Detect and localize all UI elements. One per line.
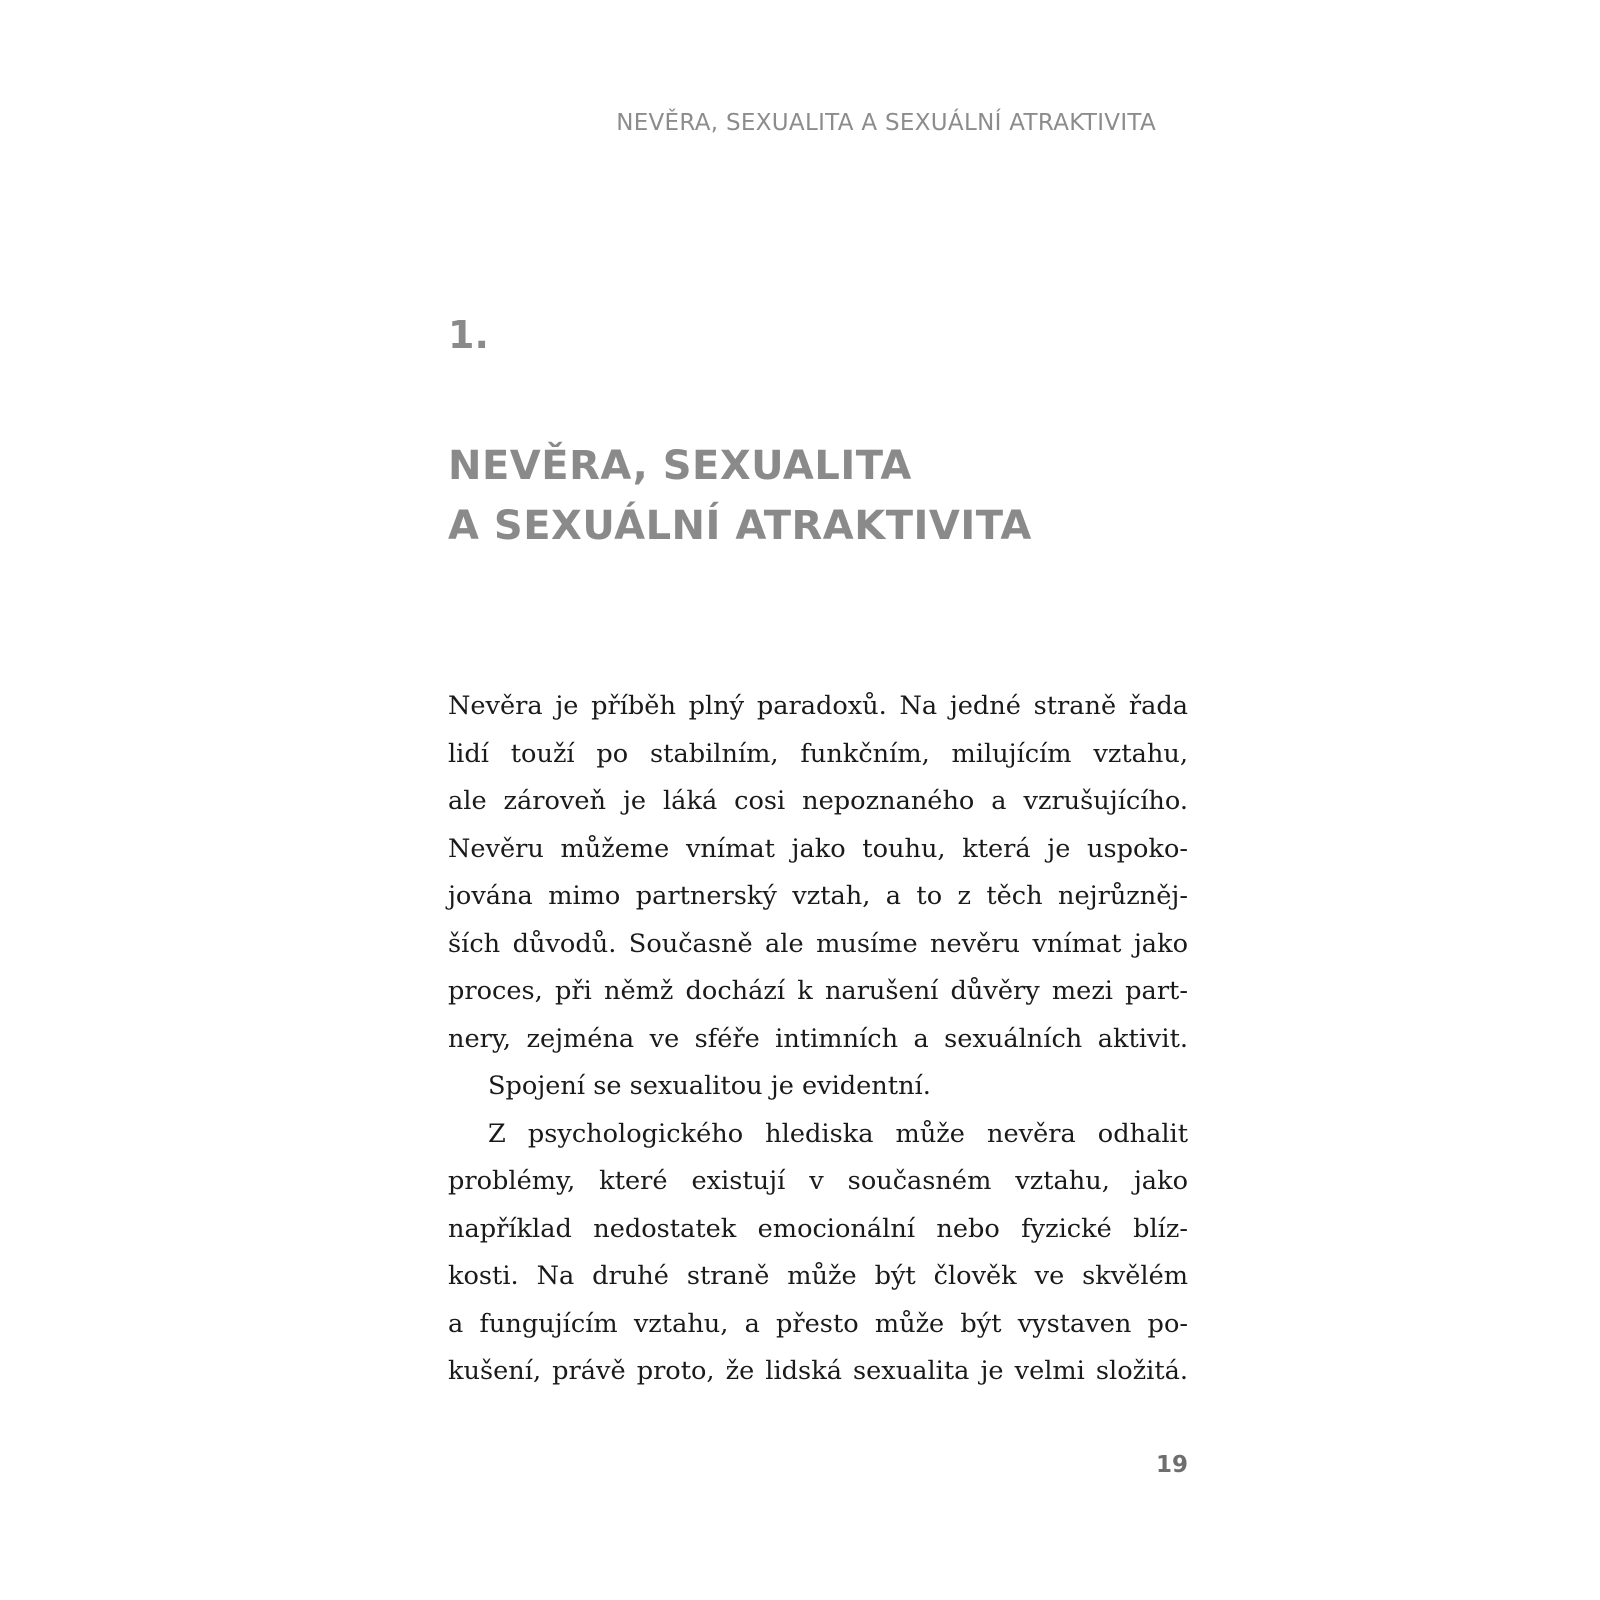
chapter-title-line: A SEXUÁLNÍ ATRAKTIVITA bbox=[448, 503, 1032, 549]
body-line: a fungujícím vztahu, a přesto může být vystaven po- bbox=[448, 1308, 1188, 1339]
chapter-title-line: NEVĚRA, SEXUALITA bbox=[448, 443, 912, 489]
body-line: nery, zejména ve sféře intimních a sexuálních aktivit. bbox=[448, 1023, 1188, 1054]
body-line: problémy, které existují v současném vztahu, jako bbox=[448, 1166, 1188, 1196]
body-line: Spojení se sexualitou je evidentní. bbox=[488, 1071, 931, 1101]
chapter-title bbox=[448, 436, 1032, 556]
body-line: kušení, právě proto, že lidská sexualita je velmi složitá. bbox=[448, 1356, 1188, 1386]
body-line: proces, při němž dochází k narušení důvěry mezi part- bbox=[448, 976, 1188, 1006]
page-number: 19 bbox=[1155, 1452, 1188, 1478]
body-line: lidí touží po stabilním, funkčním, milujícím vztahu, bbox=[448, 738, 1188, 769]
body-line: Nevěra je příběh plný paradoxů. Na jedné straně řada bbox=[448, 691, 1188, 721]
body-line: ale zároveň je láká cosi nepoznaného a vzrušujícího. bbox=[448, 786, 1188, 816]
body-text bbox=[448, 683, 1188, 1396]
body-line: například nedostatek emocionální nebo fyzické blíz- bbox=[448, 1213, 1188, 1244]
chapter-number: 1. bbox=[448, 313, 489, 357]
body-line: ších důvodů. Současně ale musíme nevěru vnímat jako bbox=[448, 928, 1188, 959]
body-line: Nevěru můžeme vnímat jako touhu, která je uspoko- bbox=[448, 833, 1188, 864]
body-line: kosti. Na druhé straně může být člověk ve skvělém bbox=[448, 1261, 1188, 1291]
body-line: Z psychologického hlediska může nevěra odhalit bbox=[488, 1118, 1188, 1149]
running-head: NEVĚRA, SEXUALITA A SEXUÁLNÍ ATRAKTIVITA bbox=[616, 110, 1156, 136]
body-line: jována mimo partnerský vztah, a to z těch nejrůzněj- bbox=[448, 881, 1188, 911]
